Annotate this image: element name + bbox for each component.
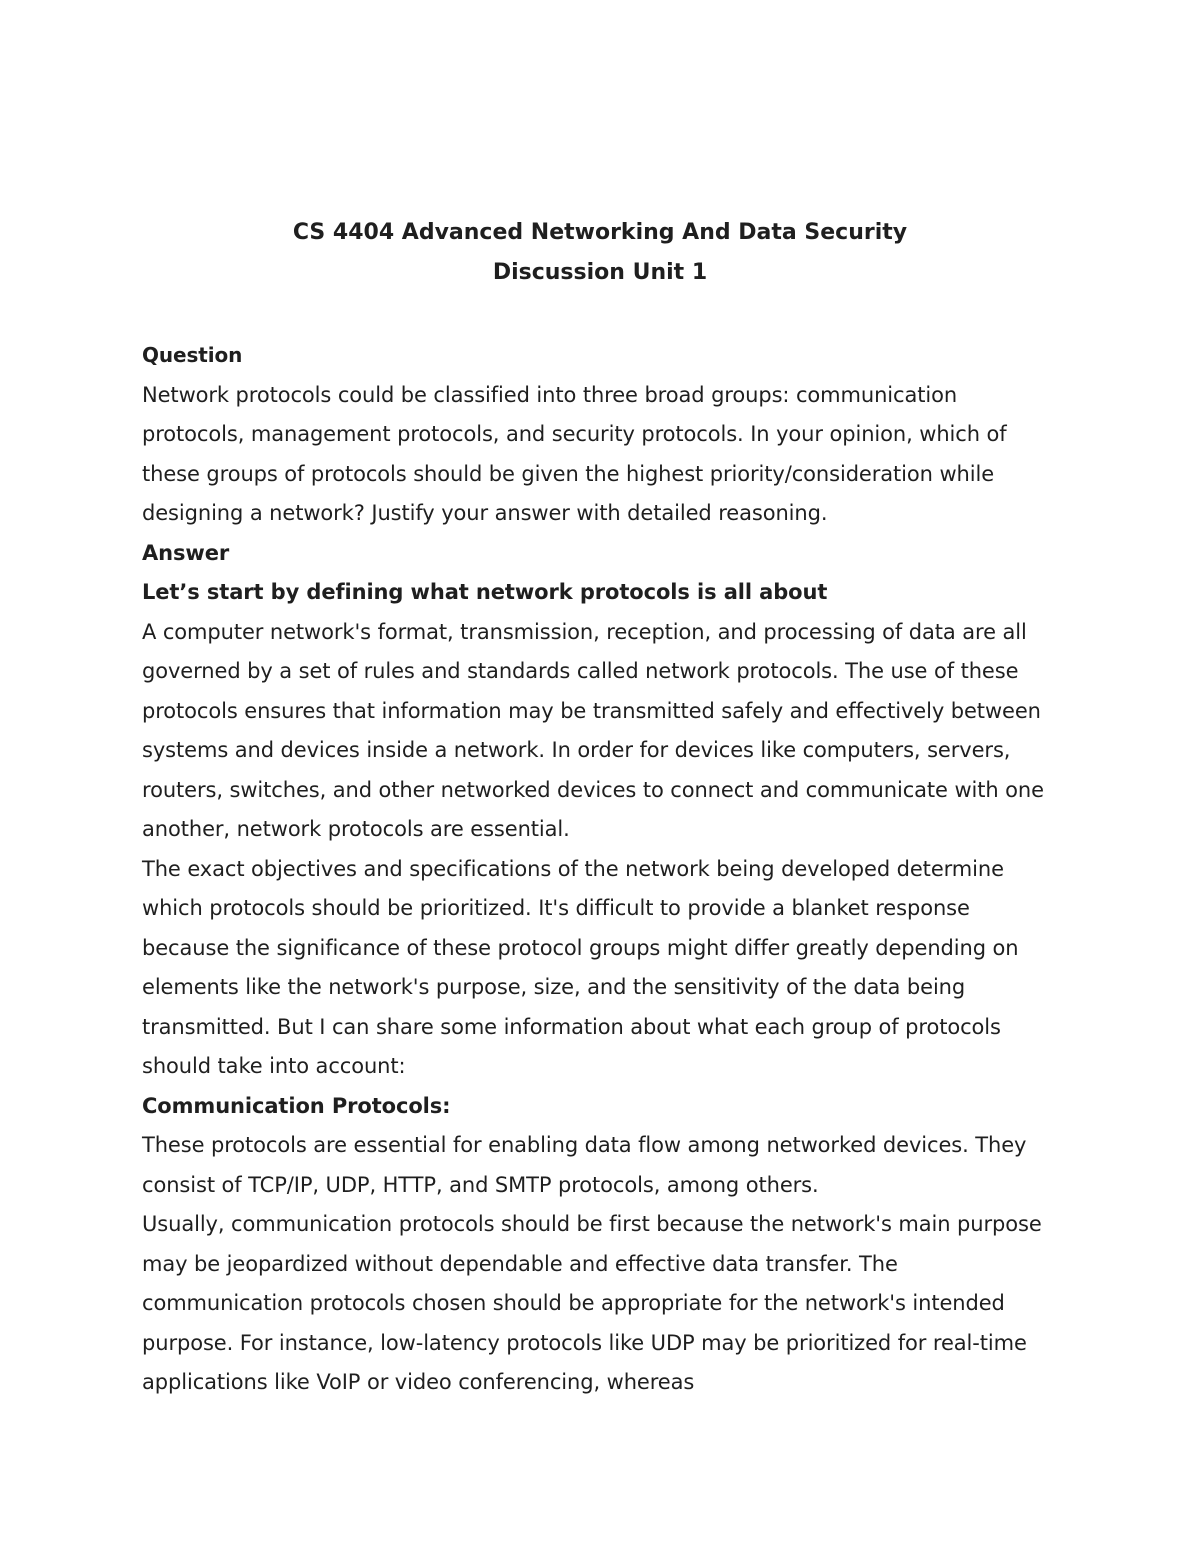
question-label: Question — [142, 343, 243, 367]
definition-paragraph: A computer network's format, transmission, reception, and processing of data are all governed by a set of rules and standards called network protocols. The use of these protocols ensures that information may be transmitted safely and effectively between systems and devices inside a network. In order for devices like computers, servers, routers, switches, and other networked devices to connect and communicate with one another, network protocols are essential. — [142, 619, 1044, 841]
question-text: Network protocols could be classified into three broad groups: communication protocols, management protocols, and security protocols. In your opinion, which of these groups of protocols should be given the highest priority/consideration while designing a network? Justify your answer with detailed reasoning. — [142, 382, 1007, 525]
priority-paragraph: The exact objectives and specifications of the network being developed determine which protocols should be prioritized. It's difficult to provide a blanket response because the significance of these protocol groups might differ greatly depending on elements like the network's purpose, size, and the sensitivity of the data being transmitted. But I can share some information about what each group of protocols should take into account: — [142, 856, 1019, 1078]
communication-paragraph-2: Usually, communication protocols should be first because the network's main purpose may be jeopardized without dependable and effective data transfer. The communication protocols chosen should be appropriate for the network's intended purpose. For instance, low-latency protocols like UDP may be prioritized for real-time applications like VoIP or video conferencing, whereas — [142, 1212, 1042, 1394]
answer-label: Answer — [142, 540, 230, 565]
definition-heading: Let’s start by defining what network protocols is all about — [142, 580, 828, 604]
communication-heading: Communication Protocols: — [142, 1093, 451, 1118]
document-title: CS 4404 Advanced Networking And Data Security — [292, 220, 908, 245]
document-subtitle: Discussion Unit 1 — [492, 260, 708, 285]
communication-paragraph-1: These protocols are essential for enabling data flow among networked devices. They consist of TCP/IP, UDP, HTTP, and SMTP protocols, among others. — [142, 1133, 1027, 1197]
document-body — [142, 336, 1062, 1403]
